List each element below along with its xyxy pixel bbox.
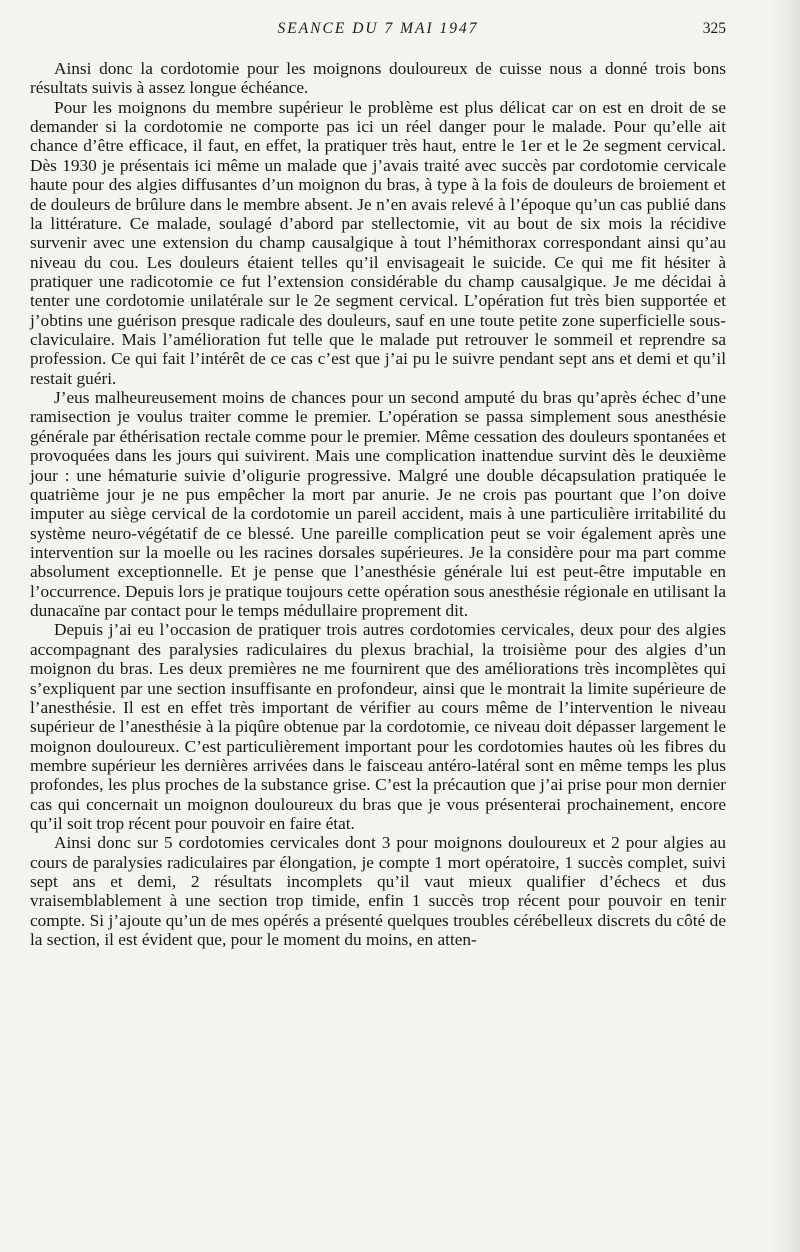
- facing-page-bleed: [770, 0, 800, 1252]
- running-head: SEANCE DU 7 MAI 1947: [277, 20, 479, 37]
- paragraph-3: J’eus malheureusement moins de chances pour un second amputé du bras qu’après échec d’une ramisection je voulus traiter comme le premier. L’opération se passa simplement sous anesthésie générale par éthérisation rectale comme pour le premier. Même cessation des douleurs spontanées et provoquées dans les jours qui suivirent. Mais une complication inattendue survint dès le deuxième jour : une hématurie suivie d’oligurie progressive. Malgré une double décapsulation pratiquée le quatrième jour je ne pus empêcher la mort par anurie. Je ne crois pas pourtant que l’on doive imputer au siège cervical de la cordotomie un pareil accident, mais à une particulière irritabilité du système neuro-végétatif de ce blessé. Une pareille complication peut se voir également après une intervention sur la moelle ou les racines dorsales supérieures. Je la considère pour ma part comme absolument exceptionnelle. Et je pense que l’anesthésie générale lui est peut-être imputable en l’occurrence. Depuis lors je pratique toujours cette opération sous anesthésie régionale en utilisant la dunacaïne par contact pour le temps médullaire proprement dit.: [30, 388, 726, 621]
- paragraph-2: Pour les moignons du membre supérieur le problème est plus délicat car on est en droit de se demander si la cordotomie ne comporte pas ici un réel danger pour le malade. Pour qu’elle ait chance d’être efficace, il faut, en effet, la pratiquer très haut, entre le 1er et le 2e segment cervical. Dès 1930 je présentais ici même un malade que j’avais traité avec succès par cordotomie cervicale haute pour des algies diffusantes d’un moignon du bras, à type à la fois de douleurs de broiement et de douleurs de brûlure dans le membre absent. Je n’en avais relevé à l’époque qu’un cas publié dans la littérature. Ce malade, soulagé d’abord par stellectomie, vit au bout de six mois la récidive survenir avec une extension du champ causalgique à tout l’hémithorax correspondant ainsi qu’au niveau du cou. Les douleurs étaient telles qu’il envisageait le suicide. Ce qui me fit hésiter à pratiquer une radicotomie ce fut l’extension considérable du champ causalgique. Je me décidai à tenter une cordotomie unilatérale sur le 2e segment cervical. L’opération fut très bien supportée et j’obtins une guérison presque radicale des douleurs, sauf en une toute petite zone superficielle sous-claviculaire. Mais l’amélioration fut telle que le malade put retrouver le sommeil et reprendre sa profession. Ce qui fait l’intérêt de ce cas c’est que j’ai pu le suivre pendant sept ans et demi et qu’il restait guéri.: [30, 97, 726, 388]
- paragraph-4: Depuis j’ai eu l’occasion de pratiquer trois autres cordotomies cervicales, deux pour des algies accompagnant des paralysies radiculaires du plexus brachial, la troisième pour des algies d’un moignon du bras. Les deux premières ne me fournirent que des améliorations très incomplètes qui s’expliquent par une section insuffisante en profondeur, ainsi que le montrait la limite supérieure de l’anesthésie. Il est en effet très important de vérifier au cours même de l’intervention le niveau supérieur de l’anesthésie à la piqûre obtenue par la cordotomie, ce niveau doit dépasser largement le moignon douloureux. C’est particulièrement important pour les cordotomies hautes où les fibres du membre supérieur les dernières arrivées dans le faisceau antéro-latéral sont en même temps les plus profondes, les plus proches de la substance grise. C’est la précaution que j’ai prise pour mon dernier cas qui concernait un moignon douloureux du bras que je vous présenterai prochainement, encore qu’il soit trop récent pour pouvoir en faire état.: [30, 620, 726, 834]
- body-text: [30, 59, 726, 950]
- page-number: 325: [702, 20, 726, 37]
- page-header: [30, 20, 726, 44]
- paragraph-5: Ainsi donc sur 5 cordotomies cervicales dont 3 pour moignons douloureux et 2 pour algies au cours de paralysies radiculaires par élongation, je compte 1 mort opératoire, 1 succès complet, suivi sept ans et demi, 2 résultats incomplets qu’il vaut mieux qualifier d’échecs et dus vraisemblablement à une section trop timide, enfin 1 succès trop récent pour pouvoir en tenir compte. Si j’ajoute qu’un de mes opérés a présenté quelques troubles cérébelleux discrets du côté de la section, il est évident que, pour le moment du moins, en atten-: [30, 833, 726, 950]
- paragraph-1: Ainsi donc la cordotomie pour les moignons douloureux de cuisse nous a donné trois bons résultats suivis à assez longue échéance.: [30, 59, 726, 98]
